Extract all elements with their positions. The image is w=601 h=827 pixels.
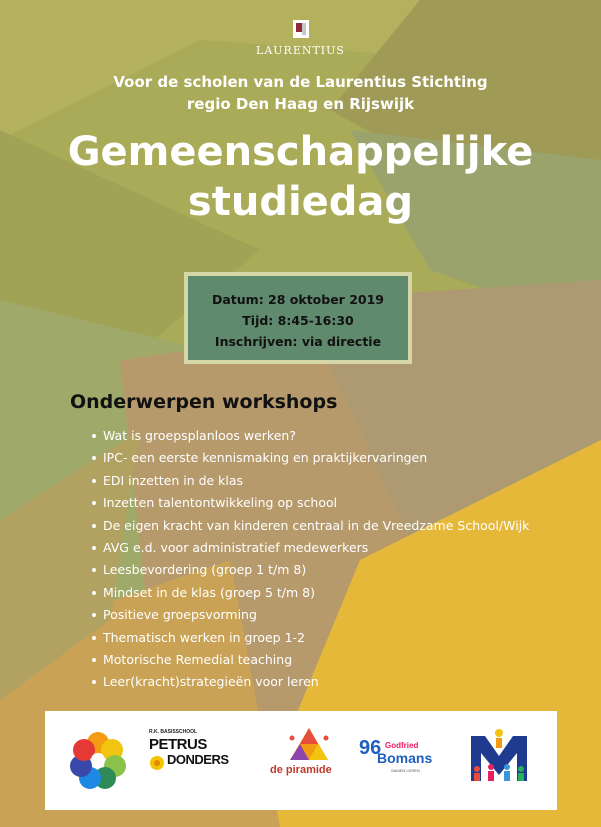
- workshop-item: De eigen kracht van kinderen centraal in de Vreedzame School/Wijk: [92, 515, 529, 537]
- intro-text: [0, 71, 601, 115]
- workshop-item: EDI inzetten in de klas: [92, 470, 529, 492]
- laurentius-logo: [0, 20, 601, 57]
- flower-school-logo-icon: [67, 711, 129, 810]
- title-line-1: Gemeenschappelijke: [67, 129, 534, 175]
- info-time: Tijd: 8:45-16:30: [242, 313, 354, 328]
- school-logos-strip: [45, 711, 557, 810]
- workshop-item: Leer(kracht)strategieën voor leren: [92, 671, 529, 693]
- workshop-item: Positieve groepsvorming: [92, 604, 529, 626]
- godfried-bomans-line-3: SAMEN LEREN: [391, 768, 420, 773]
- workshop-item: Mindset in de klas (groep 5 t/m 8): [92, 582, 529, 604]
- petrus-donders-line-2: PETRUS: [149, 736, 207, 753]
- petrus-donders-line-3: DONDERS: [167, 752, 229, 767]
- intro-line-2: regio Den Haag en Rijswijk: [186, 95, 415, 113]
- m-school-logo-icon: [463, 711, 535, 810]
- piramide-name: de piramide: [270, 764, 332, 776]
- workshop-item: AVG e.d. voor administratief medewerkers: [92, 537, 529, 559]
- info-signup: Inschrijven: via directie: [214, 334, 382, 349]
- workshop-item: Inzetten talentontwikkeling op school: [92, 492, 529, 514]
- petrus-donders-logo: [145, 711, 229, 810]
- workshop-item: Thematisch werken in groep 1-2: [92, 627, 529, 649]
- workshop-item: Wat is groepsplanloos werken?: [92, 425, 529, 447]
- intro-line-1: Voor de scholen van de Laurentius Stichting: [113, 73, 488, 91]
- de-piramide-logo: [260, 711, 350, 810]
- godfried-bomans-number: 96: [359, 737, 382, 759]
- page-title: [0, 127, 601, 227]
- pyramid-icon: [288, 726, 330, 762]
- workshop-item: IPC- een eerste kennismaking en praktijkervaringen: [92, 447, 529, 469]
- godfried-bomans-logo: [357, 711, 443, 810]
- laurentius-emblem-icon: [293, 20, 309, 38]
- godfried-bomans-line-1: Godfried: [385, 741, 419, 750]
- workshops-heading: Onderwerpen workshops: [70, 391, 338, 413]
- petrus-donders-line-1: R.K. BASISSCHOOL: [149, 729, 198, 735]
- title-line-2: studiedag: [187, 179, 414, 225]
- workshop-item: Motorische Remedial teaching: [92, 649, 529, 671]
- sun-icon: [148, 754, 166, 772]
- info-box: [184, 272, 412, 364]
- info-date: Datum: 28 oktober 2019: [211, 292, 384, 307]
- workshop-list: [92, 425, 529, 694]
- workshop-item: Leesbevordering (groep 1 t/m 8): [92, 559, 529, 581]
- godfried-bomans-line-2: Bomans: [377, 750, 433, 766]
- logo-name: LAURENTIUS: [256, 44, 345, 57]
